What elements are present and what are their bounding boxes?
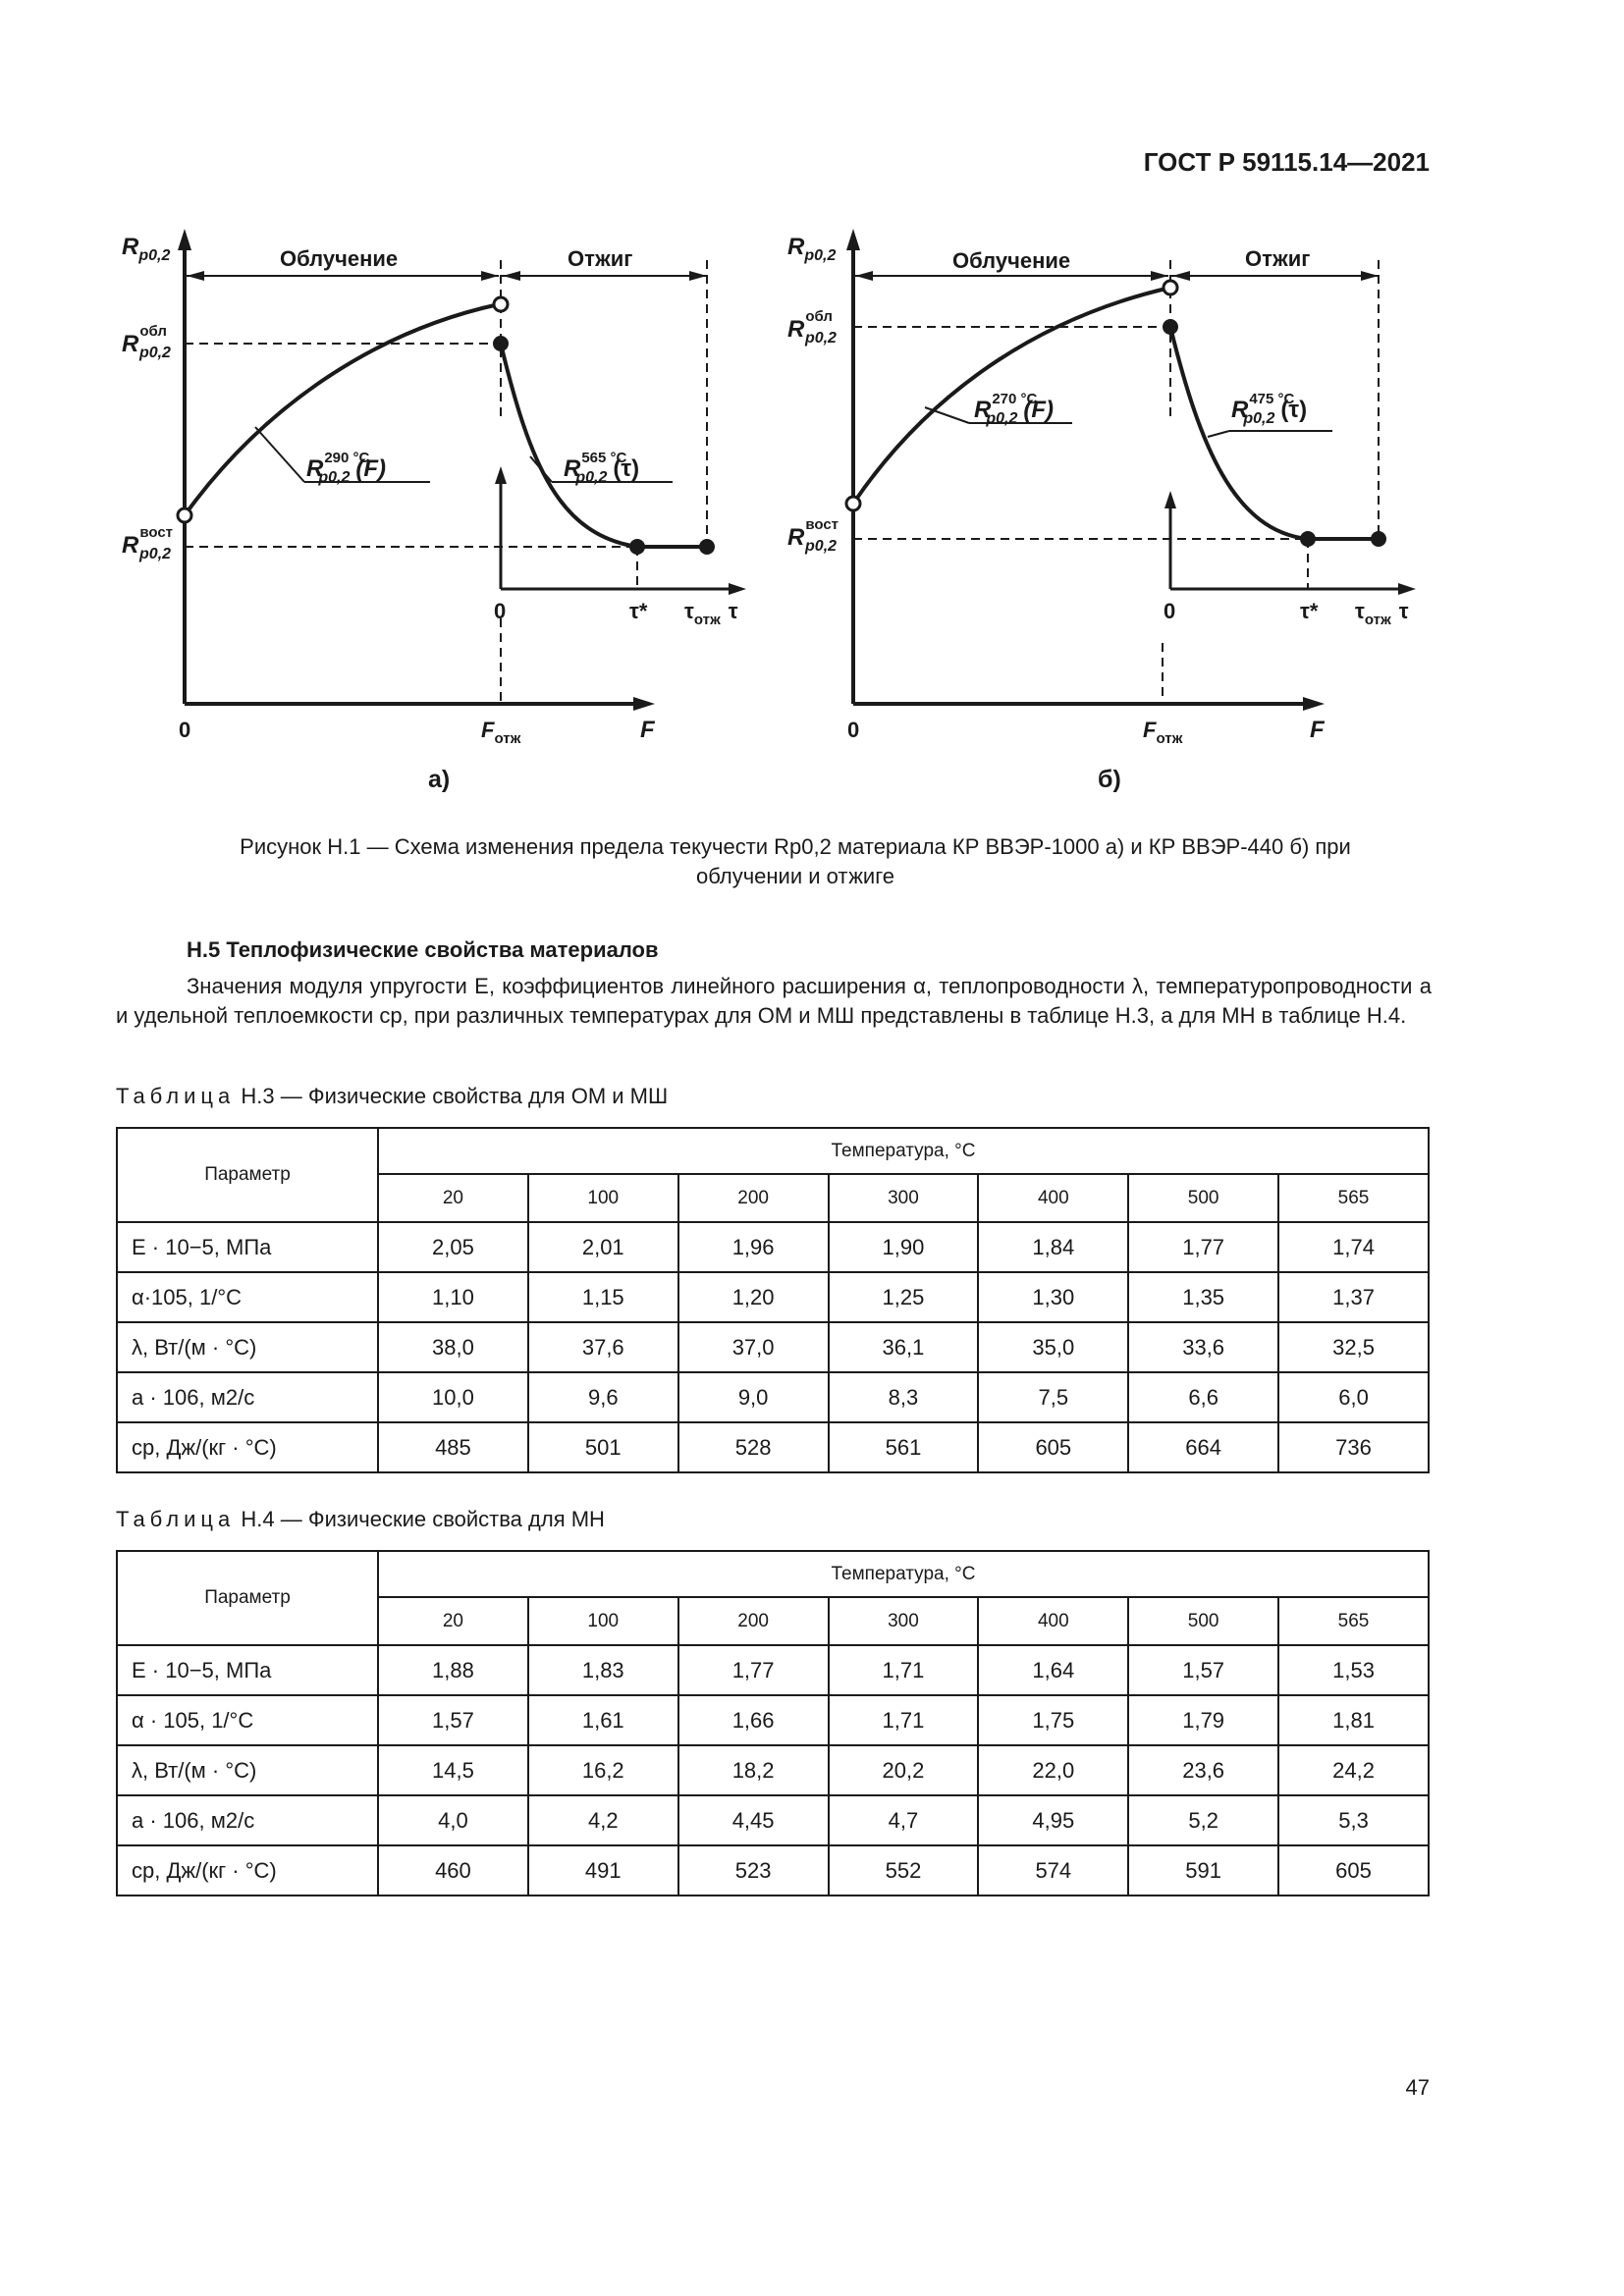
table4-cell: 1,66 xyxy=(678,1695,829,1745)
table3-cell: 7,5 xyxy=(978,1372,1128,1422)
table4-cell: 1,53 xyxy=(1278,1645,1429,1695)
table3-param: a · 106, м2/с xyxy=(117,1372,378,1422)
tau-otzh-point xyxy=(700,540,714,554)
table3-cell: 2,01 xyxy=(528,1222,678,1272)
table4-cell: 591 xyxy=(1128,1845,1278,1896)
table3-param: α·105, 1/°С xyxy=(117,1272,378,1322)
table3-cell: 32,5 xyxy=(1278,1322,1429,1372)
table3-cell: 736 xyxy=(1278,1422,1429,1472)
table4-cell: 22,0 xyxy=(978,1745,1128,1795)
table3-temp: 500 xyxy=(1128,1174,1278,1222)
table3-cell: 1,90 xyxy=(829,1222,979,1272)
table3-cell: 10,0 xyxy=(378,1372,528,1422)
tau-zero-label: 0 xyxy=(1164,599,1176,623)
tau-star-point xyxy=(630,540,644,554)
table3-cell: 1,77 xyxy=(1128,1222,1278,1272)
r-vost-label: $R^{вост}$ p0,2 xyxy=(122,524,174,562)
table4-param: a · 106, м2/с xyxy=(117,1795,378,1845)
table4-caption xyxy=(116,1507,605,1532)
table3-cell: 1,25 xyxy=(829,1272,979,1322)
x-axis-arrow xyxy=(633,697,655,711)
table3-cell: 9,6 xyxy=(528,1372,678,1422)
table4-temp: 300 xyxy=(829,1597,979,1645)
table3-temp: 200 xyxy=(678,1174,829,1222)
y-axis-label: $R_{p0,2}$ xyxy=(122,234,171,264)
f-otzh-label: $F_{отж}$ xyxy=(1143,718,1183,747)
table3-caption-text: Н.3 — Физические свойства для ОМ и МШ xyxy=(241,1084,669,1108)
table-row xyxy=(117,1795,1429,1845)
r-obl-label: $R^{обл}$ p0,2 xyxy=(122,323,171,361)
end-irradiation-point xyxy=(494,297,508,311)
table4-cell: 552 xyxy=(829,1845,979,1896)
table4-cell: 523 xyxy=(678,1845,829,1896)
table3-cell: 528 xyxy=(678,1422,829,1472)
table3-cell: 37,0 xyxy=(678,1322,829,1372)
table3-temp: 20 xyxy=(378,1174,528,1222)
table4-cell: 1,71 xyxy=(829,1645,979,1695)
page-number: 47 xyxy=(1405,2075,1430,2100)
table4-cell: 1,83 xyxy=(528,1645,678,1695)
section-intro-paragraph: Значения модуля упругости E, коэффициентов линейного расширения α, теплопроводности λ, температуропроводности a и удельной теплоемкости cp, при различных температурах для ОМ и МШ представлены в таблице Н.3, а для МН в таблице Н.4. xyxy=(116,974,1432,1028)
curve2-label: $R^{475 ^\circ C}$ p0,2 (τ) xyxy=(1231,391,1308,427)
table4-temp: 20 xyxy=(378,1597,528,1645)
y-axis-arrow xyxy=(178,229,191,250)
table4-cell: 5,2 xyxy=(1128,1795,1278,1845)
curve1-label: $R^{290 ^\circ C}$ p0,2 (F) xyxy=(306,450,387,486)
origin-label: 0 xyxy=(179,718,191,742)
figure-panel-a-svg xyxy=(108,221,756,771)
table-row xyxy=(117,1322,1429,1372)
table4-cell: 574 xyxy=(978,1845,1128,1896)
table3-cell: 1,15 xyxy=(528,1272,678,1322)
table4-cell: 4,7 xyxy=(829,1795,979,1845)
table3-cell: 8,3 xyxy=(829,1372,979,1422)
table3-caption-word: Таблица xyxy=(116,1084,236,1108)
table4-cell: 1,79 xyxy=(1128,1695,1278,1745)
table4-param: λ, Вт/(м · °С) xyxy=(117,1745,378,1795)
table-row xyxy=(117,1845,1429,1896)
table4-cell: 4,45 xyxy=(678,1795,829,1845)
table3-cell: 9,0 xyxy=(678,1372,829,1422)
table3-temp: 100 xyxy=(528,1174,678,1222)
figure-caption-line2: облучении и отжиге xyxy=(696,864,894,888)
figure-panel-b xyxy=(778,221,1445,793)
table4-param-header: Параметр xyxy=(117,1551,378,1645)
annealing-label: Отжиг xyxy=(1245,246,1311,271)
table3-cell: 1,35 xyxy=(1128,1272,1278,1322)
panel-a-letter: а) xyxy=(428,766,451,793)
table4-temp: 200 xyxy=(678,1597,829,1645)
table4-cell: 4,0 xyxy=(378,1795,528,1845)
standard-code: ГОСТ Р 59115.14—2021 xyxy=(1143,147,1430,177)
table3-cell: 35,0 xyxy=(978,1322,1128,1372)
table-row xyxy=(117,1645,1429,1695)
table-row xyxy=(117,1222,1429,1272)
table3-cell: 501 xyxy=(528,1422,678,1472)
table3-cell: 1,30 xyxy=(978,1272,1128,1322)
table-row xyxy=(117,1422,1429,1472)
r-obl-label: $R^{обл}$ p0,2 xyxy=(787,308,837,347)
table3-temp: 400 xyxy=(978,1174,1128,1222)
table3-param: cp, Дж/(кг · °С) xyxy=(117,1422,378,1472)
table4-param: cp, Дж/(кг · °С) xyxy=(117,1845,378,1896)
table3-cell: 1,20 xyxy=(678,1272,829,1322)
table3-cell: 664 xyxy=(1128,1422,1278,1472)
table3-cell: 33,6 xyxy=(1128,1322,1278,1372)
table3-cell: 37,6 xyxy=(528,1322,678,1372)
figure-caption-line1: Рисунок Н.1 — Схема изменения предела текучести Rp0,2 материала КР ВВЭР-1000 а) и КР ВВЭР-440 б) при xyxy=(240,834,1351,859)
table4-cell: 1,57 xyxy=(378,1695,528,1745)
tau-otzh-label: $\tau_{отж}$ τ xyxy=(684,599,738,628)
table4-cell: 14,5 xyxy=(378,1745,528,1795)
table4-cell: 4,2 xyxy=(528,1795,678,1845)
r-vost-label: $R^{вост}$ p0,2 xyxy=(787,516,839,555)
table4-temp: 400 xyxy=(978,1597,1128,1645)
table4-param: α · 105, 1/°С xyxy=(117,1695,378,1745)
table3-cell: 2,05 xyxy=(378,1222,528,1272)
table4-param: E · 10−5, МПа xyxy=(117,1645,378,1695)
f-otzh-label: $F_{отж}$ xyxy=(481,718,521,747)
table4-cell: 20,2 xyxy=(829,1745,979,1795)
y-axis-label: $R_{p0,2}$ xyxy=(787,234,837,264)
table4-cell: 1,57 xyxy=(1128,1645,1278,1695)
start-point xyxy=(178,508,191,522)
tau-star-label: τ* xyxy=(1300,599,1319,623)
table4-cell: 1,81 xyxy=(1278,1695,1429,1745)
table4-cell: 24,2 xyxy=(1278,1745,1429,1795)
table3-cell: 1,96 xyxy=(678,1222,829,1272)
table4-cell: 1,77 xyxy=(678,1645,829,1695)
table3-param-header: Параметр xyxy=(117,1128,378,1222)
table4-temp: 100 xyxy=(528,1597,678,1645)
figure-panel-b-svg xyxy=(778,221,1445,771)
f-axis-label: F xyxy=(640,717,655,743)
table-row xyxy=(117,1695,1429,1745)
table-row xyxy=(117,1272,1429,1322)
table4-cell: 491 xyxy=(528,1845,678,1896)
table4-temp: 565 xyxy=(1278,1597,1429,1645)
table4-cell: 1,88 xyxy=(378,1645,528,1695)
table4 xyxy=(116,1550,1430,1896)
table4-cell: 605 xyxy=(1278,1845,1429,1896)
table4-cell: 16,2 xyxy=(528,1745,678,1795)
table4-cell: 1,64 xyxy=(978,1645,1128,1695)
table3-param: E · 10−5, МПа xyxy=(117,1222,378,1272)
table3-cell: 1,10 xyxy=(378,1272,528,1322)
irradiation-label: Облучение xyxy=(280,246,399,271)
table4-cell: 23,6 xyxy=(1128,1745,1278,1795)
irradiation-label: Облучение xyxy=(952,248,1071,273)
section-title: Н.5 Теплофизические свойства материалов xyxy=(187,937,659,962)
table4-cell: 1,71 xyxy=(829,1695,979,1745)
table4-caption-word: Таблица xyxy=(116,1507,236,1531)
tau-otzh-label: $\tau_{отж}$ τ xyxy=(1355,599,1409,628)
table4-cell: 18,2 xyxy=(678,1745,829,1795)
table4-caption-text: Н.4 — Физические свойства для МН xyxy=(241,1507,605,1531)
table4-temp-header: Температура, °С xyxy=(378,1551,1429,1597)
table-row xyxy=(117,1745,1429,1795)
annealing-label: Отжиг xyxy=(568,246,633,271)
panel-b-letter: б) xyxy=(1098,766,1121,793)
table4-cell: 5,3 xyxy=(1278,1795,1429,1845)
table3-cell: 1,37 xyxy=(1278,1272,1429,1322)
curve1-label: $R^{270 ^\circ C}$ p0,2 (F) xyxy=(974,391,1055,427)
figure-caption xyxy=(98,832,1492,891)
table3-cell: 605 xyxy=(978,1422,1128,1472)
table3-cell: 1,74 xyxy=(1278,1222,1429,1272)
table3-caption xyxy=(116,1084,668,1109)
tau-zero-label: 0 xyxy=(494,599,507,623)
table3-cell: 485 xyxy=(378,1422,528,1472)
figure-panel-a xyxy=(108,221,756,793)
tau-star-label: τ* xyxy=(629,599,648,623)
origin-label: 0 xyxy=(847,718,860,742)
curve2-label: $R^{565 ^\circ C}$ p0,2 (τ) xyxy=(564,450,640,486)
table3-cell: 38,0 xyxy=(378,1322,528,1372)
table3-cell: 1,84 xyxy=(978,1222,1128,1272)
table3-cell: 36,1 xyxy=(829,1322,979,1372)
table4-cell: 4,95 xyxy=(978,1795,1128,1845)
table3-param: λ, Вт/(м · °С) xyxy=(117,1322,378,1372)
table-row xyxy=(117,1372,1429,1422)
anneal-start-point xyxy=(494,337,508,350)
table4-cell: 1,75 xyxy=(978,1695,1128,1745)
f-axis-label: F xyxy=(1310,717,1325,743)
table4-cell: 460 xyxy=(378,1845,528,1896)
annealing-curve xyxy=(501,344,707,547)
table3-temp: 565 xyxy=(1278,1174,1429,1222)
table3-temp: 300 xyxy=(829,1174,979,1222)
table3-cell: 6,6 xyxy=(1128,1372,1278,1422)
table3-temp-header: Температура, °С xyxy=(378,1128,1429,1174)
table3 xyxy=(116,1127,1430,1473)
table3-cell: 6,0 xyxy=(1278,1372,1429,1422)
table3-cell: 561 xyxy=(829,1422,979,1472)
table4-cell: 1,61 xyxy=(528,1695,678,1745)
table4-temp: 500 xyxy=(1128,1597,1278,1645)
